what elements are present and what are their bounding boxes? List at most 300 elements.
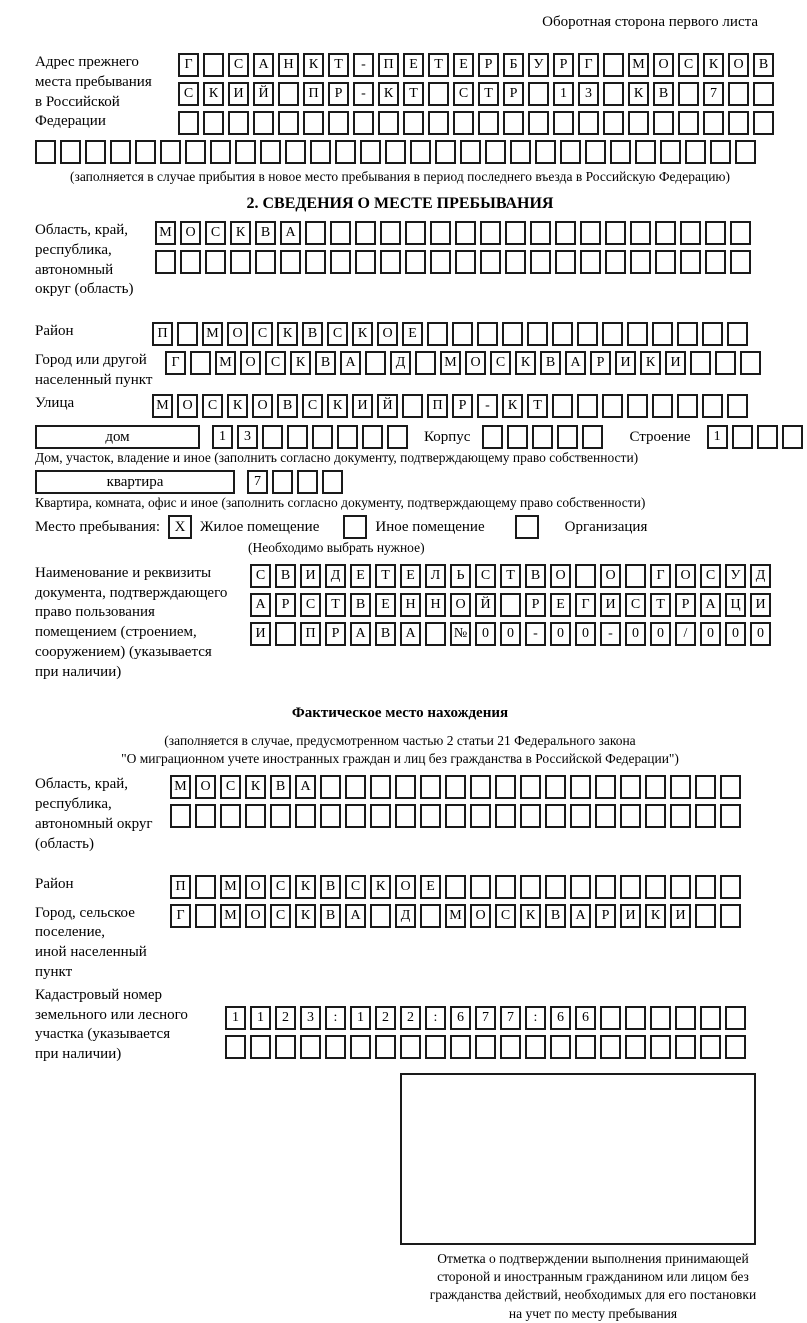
char-cell <box>35 140 56 164</box>
char-cell <box>552 394 573 418</box>
char-cell <box>427 322 448 346</box>
char-cell <box>482 425 503 449</box>
char-cell <box>630 221 651 245</box>
char-cell <box>502 322 523 346</box>
char-cell <box>782 425 803 449</box>
char-cell: 0 <box>700 622 721 646</box>
char-cell: Д <box>395 904 416 928</box>
char-cell: О <box>195 775 216 799</box>
char-cell: С <box>700 564 721 588</box>
char-cell <box>530 250 551 274</box>
char-cell: К <box>230 221 251 245</box>
char-cell: 7 <box>500 1006 521 1030</box>
char-cell: К <box>520 904 541 928</box>
char-cell <box>425 1035 446 1059</box>
actual-location-note2: "О миграционном учете иностранных граждан и лиц без гражданства в Российской Федерации") <box>121 751 679 767</box>
char-cell <box>300 1035 321 1059</box>
char-cell <box>600 1035 621 1059</box>
char-cell <box>720 904 741 928</box>
char-cell <box>545 775 566 799</box>
document-row2 <box>250 593 775 617</box>
char-cell <box>630 250 651 274</box>
stay-type-option-other-premises: Иное помещение <box>375 518 485 535</box>
cadastral-row2 <box>225 1035 750 1059</box>
char-cell: В <box>277 394 298 418</box>
actual-location-title: Фактическое место нахождения <box>291 704 509 721</box>
char-cell <box>503 111 524 135</box>
char-cell <box>575 1035 596 1059</box>
char-cell: Е <box>453 53 474 77</box>
char-cell <box>195 904 216 928</box>
char-cell: Т <box>527 394 548 418</box>
char-cell <box>425 622 446 646</box>
char-cell <box>625 564 646 588</box>
char-cell: К <box>628 82 649 106</box>
char-cell: С <box>345 875 366 899</box>
char-cell <box>603 53 624 77</box>
char-cell <box>278 111 299 135</box>
char-cell <box>485 140 506 164</box>
char-cell <box>602 322 623 346</box>
char-cell: : <box>325 1006 346 1030</box>
char-cell <box>203 111 224 135</box>
char-cell <box>535 140 556 164</box>
char-cell <box>455 221 476 245</box>
char-cell: Г <box>178 53 199 77</box>
char-cell <box>428 82 449 106</box>
char-cell: 1 <box>225 1006 246 1030</box>
char-cell: У <box>725 564 746 588</box>
char-cell: С <box>228 53 249 77</box>
char-cell: Й <box>253 82 274 106</box>
char-cell <box>555 221 576 245</box>
char-cell <box>305 250 326 274</box>
char-cell <box>655 221 676 245</box>
region-field <box>35 221 800 300</box>
char-cell <box>253 111 274 135</box>
char-cell <box>210 140 231 164</box>
char-cell <box>627 322 648 346</box>
char-cell <box>610 140 631 164</box>
actual-region-row2 <box>170 804 745 828</box>
char-cell: Е <box>400 564 421 588</box>
char-cell: О <box>177 394 198 418</box>
char-cell <box>495 875 516 899</box>
char-cell: Т <box>375 564 396 588</box>
char-cell <box>320 775 341 799</box>
char-cell: 0 <box>550 622 571 646</box>
char-cell: С <box>205 221 226 245</box>
char-cell <box>580 250 601 274</box>
confirmation-mark-box <box>400 1073 756 1245</box>
char-cell: О <box>550 564 571 588</box>
char-cell <box>275 1035 296 1059</box>
char-cell <box>545 875 566 899</box>
char-cell: С <box>475 564 496 588</box>
char-cell <box>403 111 424 135</box>
korpus-cells <box>482 425 607 442</box>
char-cell: 1 <box>212 425 233 449</box>
char-cell <box>220 804 241 828</box>
char-cell <box>355 250 376 274</box>
char-cell <box>645 804 666 828</box>
char-cell <box>552 322 573 346</box>
char-cell: И <box>620 904 641 928</box>
char-cell: 1 <box>250 1006 271 1030</box>
char-cell: К <box>290 351 311 375</box>
char-cell <box>330 221 351 245</box>
char-cell <box>353 111 374 135</box>
char-cell: М <box>220 904 241 928</box>
char-cell: О <box>728 53 749 77</box>
char-cell <box>420 775 441 799</box>
char-cell: № <box>450 622 471 646</box>
char-cell <box>620 775 641 799</box>
char-cell <box>520 875 541 899</box>
region-row1 <box>155 221 755 245</box>
char-cell <box>177 322 198 346</box>
char-cell <box>557 425 578 449</box>
char-cell <box>577 394 598 418</box>
stay-type-option-residential: Жилое помещение <box>200 518 320 535</box>
char-cell <box>530 221 551 245</box>
char-cell <box>430 221 451 245</box>
char-cell: К <box>277 322 298 346</box>
char-cell: 1 <box>553 82 574 106</box>
char-cell: - <box>600 622 621 646</box>
char-cell <box>420 904 441 928</box>
char-cell: Р <box>275 593 296 617</box>
char-cell <box>655 250 676 274</box>
char-cell <box>178 111 199 135</box>
char-cell <box>670 775 691 799</box>
stay-type-checkbox-other-premises <box>343 515 367 539</box>
char-cell <box>160 140 181 164</box>
document-row1 <box>250 564 775 588</box>
char-cell <box>705 250 726 274</box>
stay-type-checkbox-residential: X <box>168 515 192 539</box>
char-cell <box>645 875 666 899</box>
char-cell: С <box>327 322 348 346</box>
char-cell <box>328 111 349 135</box>
char-cell <box>322 470 343 494</box>
char-cell: 3 <box>300 1006 321 1030</box>
document-row3 <box>250 622 775 646</box>
char-cell: В <box>315 351 336 375</box>
apartment-caption: Квартира, комната, офис и иное (заполнить согласно документу, подтверждающему право собственности) <box>35 494 646 510</box>
char-cell <box>702 322 723 346</box>
actual-city-field <box>35 904 800 983</box>
char-cell <box>620 804 641 828</box>
char-cell <box>578 111 599 135</box>
char-cell: В <box>753 53 774 77</box>
char-cell <box>270 804 291 828</box>
house-caption: Дом, участок, владение и иное (заполнить согласно документу, подтверждающему право собственности) <box>35 449 639 465</box>
char-cell <box>715 351 736 375</box>
char-cell <box>445 804 466 828</box>
char-cell <box>477 322 498 346</box>
char-cell: - <box>477 394 498 418</box>
char-cell: В <box>653 82 674 106</box>
char-cell <box>728 111 749 135</box>
char-cell <box>500 1035 521 1059</box>
char-cell <box>507 425 528 449</box>
street-field <box>35 394 800 423</box>
char-cell <box>85 140 106 164</box>
char-cell <box>455 250 476 274</box>
char-cell <box>555 250 576 274</box>
char-cell: С <box>495 904 516 928</box>
char-cell: - <box>353 82 374 106</box>
char-cell: К <box>295 875 316 899</box>
char-cell <box>527 322 548 346</box>
stroenie-label: Строение <box>629 428 691 445</box>
char-cell: Р <box>325 622 346 646</box>
char-cell <box>605 221 626 245</box>
char-cell <box>370 775 391 799</box>
char-cell <box>625 1035 646 1059</box>
char-cell <box>695 875 716 899</box>
char-cell <box>680 250 701 274</box>
char-cell <box>405 221 426 245</box>
char-cell: Ц <box>725 593 746 617</box>
char-cell <box>420 804 441 828</box>
char-cell <box>435 140 456 164</box>
char-cell <box>505 250 526 274</box>
char-cell: П <box>170 875 191 899</box>
char-cell: 0 <box>625 622 646 646</box>
char-cell <box>735 140 756 164</box>
char-cell <box>370 804 391 828</box>
char-cell: Ь <box>450 564 471 588</box>
char-cell: М <box>445 904 466 928</box>
char-cell <box>325 1035 346 1059</box>
char-cell <box>470 875 491 899</box>
house-box: дом <box>35 425 200 449</box>
char-cell <box>195 804 216 828</box>
char-cell <box>452 322 473 346</box>
char-cell <box>180 250 201 274</box>
prev-address-row1 <box>178 53 778 77</box>
char-cell: Г <box>165 351 186 375</box>
char-cell: Р <box>525 593 546 617</box>
char-cell <box>600 1006 621 1030</box>
char-cell: А <box>253 53 274 77</box>
char-cell: В <box>375 622 396 646</box>
char-cell <box>700 1035 721 1059</box>
char-cell <box>203 53 224 77</box>
char-cell <box>510 140 531 164</box>
char-cell <box>205 250 226 274</box>
char-cell <box>732 425 753 449</box>
char-cell: Т <box>650 593 671 617</box>
char-cell <box>675 1006 696 1030</box>
char-cell <box>495 775 516 799</box>
char-cell: Р <box>553 53 574 77</box>
char-cell <box>410 140 431 164</box>
char-cell: К <box>703 53 724 77</box>
char-cell <box>470 775 491 799</box>
char-cell <box>582 425 603 449</box>
char-cell <box>312 425 333 449</box>
city-label: Город или другой населенный пункт <box>35 352 153 388</box>
char-cell <box>262 425 283 449</box>
stay-type-option-organization: Организация <box>564 518 648 535</box>
cadastral-cells <box>225 986 750 1065</box>
char-cell: Й <box>475 593 496 617</box>
char-cell <box>703 111 724 135</box>
char-cell <box>730 221 751 245</box>
char-cell <box>505 221 526 245</box>
char-cell: В <box>320 904 341 928</box>
char-cell <box>730 250 751 274</box>
char-cell <box>690 351 711 375</box>
char-cell: О <box>180 221 201 245</box>
char-cell <box>603 111 624 135</box>
region-cells <box>155 221 755 300</box>
char-cell <box>225 1035 246 1059</box>
char-cell: / <box>675 622 696 646</box>
char-cell: - <box>525 622 546 646</box>
char-cell <box>757 425 778 449</box>
cadastral-field <box>35 986 800 1065</box>
char-cell: 7 <box>703 82 724 106</box>
char-cell <box>378 111 399 135</box>
char-cell: О <box>227 322 248 346</box>
char-cell <box>385 140 406 164</box>
char-cell <box>250 1035 271 1059</box>
house-cells <box>212 425 412 442</box>
char-cell: Р <box>503 82 524 106</box>
char-cell <box>110 140 131 164</box>
char-cell <box>520 775 541 799</box>
char-cell: С <box>300 593 321 617</box>
char-cell <box>725 1006 746 1030</box>
char-cell: Р <box>478 53 499 77</box>
char-cell <box>195 875 216 899</box>
char-cell: Д <box>325 564 346 588</box>
char-cell: 6 <box>575 1006 596 1030</box>
char-cell <box>310 140 331 164</box>
char-cell <box>728 82 749 106</box>
char-cell: : <box>525 1006 546 1030</box>
char-cell: Р <box>452 394 473 418</box>
stay-type-label: Место пребывания: <box>35 518 160 535</box>
char-cell: 1 <box>707 425 728 449</box>
char-cell <box>60 140 81 164</box>
char-cell <box>660 140 681 164</box>
char-cell: Е <box>550 593 571 617</box>
char-cell <box>275 622 296 646</box>
char-cell: О <box>377 322 398 346</box>
char-cell: К <box>378 82 399 106</box>
char-cell <box>710 140 731 164</box>
stay-type-note: (Необходимо выбрать нужное) <box>248 539 425 555</box>
char-cell: С <box>270 875 291 899</box>
char-cell: Б <box>503 53 524 77</box>
char-cell <box>320 804 341 828</box>
char-cell <box>190 351 211 375</box>
char-cell: С <box>250 564 271 588</box>
char-cell <box>695 775 716 799</box>
char-cell: Т <box>403 82 424 106</box>
section2-title: 2. СВЕДЕНИЯ О МЕСТЕ ПРЕБЫВАНИЯ <box>246 195 554 212</box>
char-cell <box>362 425 383 449</box>
char-cell <box>170 804 191 828</box>
char-cell <box>685 140 706 164</box>
char-cell: К <box>645 904 666 928</box>
char-cell <box>445 875 466 899</box>
korpus-label: Корпус <box>424 428 471 445</box>
char-cell <box>545 804 566 828</box>
char-cell <box>395 804 416 828</box>
char-cell <box>532 425 553 449</box>
char-cell: А <box>250 593 271 617</box>
char-cell: Д <box>750 564 771 588</box>
actual-location-note1: (заполняется в случае, предусмотренном частью 2 статьи 21 Федерального закона <box>164 732 636 748</box>
actual-region-cells <box>170 775 745 854</box>
prev-address-label: Адрес прежнего места пребывания в Российской Федерации <box>35 54 152 130</box>
char-cell <box>550 1035 571 1059</box>
char-cell <box>605 250 626 274</box>
char-cell: К <box>295 904 316 928</box>
char-cell: И <box>615 351 636 375</box>
char-cell <box>677 322 698 346</box>
char-cell: 0 <box>725 622 746 646</box>
apartment-box: квартира <box>35 470 235 494</box>
char-cell <box>520 804 541 828</box>
char-cell: С <box>265 351 286 375</box>
char-cell: В <box>302 322 323 346</box>
char-cell: 2 <box>375 1006 396 1030</box>
char-cell <box>400 1035 421 1059</box>
char-cell <box>650 1035 671 1059</box>
prev-address-row3 <box>178 111 778 135</box>
page-side-note: Оборотная сторона первого листа <box>542 14 758 30</box>
char-cell: Н <box>278 53 299 77</box>
char-cell: 2 <box>400 1006 421 1030</box>
char-cell: В <box>270 775 291 799</box>
char-cell: О <box>245 904 266 928</box>
char-cell <box>620 875 641 899</box>
char-cell: Е <box>420 875 441 899</box>
actual-city-label: Город, сельское поселение, иной населенный пункт <box>35 904 147 980</box>
char-cell: В <box>540 351 561 375</box>
char-cell: П <box>303 82 324 106</box>
char-cell: 0 <box>500 622 521 646</box>
char-cell: Е <box>375 593 396 617</box>
document-label: Наименование и реквизиты документа, подтверждающего право пользования помещением (строением, сооружением) (указывается при наличии) <box>35 564 228 680</box>
char-cell: Е <box>402 322 423 346</box>
char-cell <box>635 140 656 164</box>
char-cell: К <box>352 322 373 346</box>
char-cell <box>430 250 451 274</box>
char-cell <box>680 221 701 245</box>
char-cell <box>753 82 774 106</box>
char-cell: М <box>152 394 173 418</box>
char-cell <box>350 1035 371 1059</box>
char-cell <box>480 250 501 274</box>
char-cell <box>272 470 293 494</box>
char-cell <box>345 804 366 828</box>
char-cell: 6 <box>550 1006 571 1030</box>
char-cell: И <box>352 394 373 418</box>
char-cell: М <box>215 351 236 375</box>
prev-address-cells <box>178 53 778 140</box>
cadastral-row1 <box>225 1006 750 1030</box>
char-cell: П <box>300 622 321 646</box>
char-cell: Р <box>328 82 349 106</box>
